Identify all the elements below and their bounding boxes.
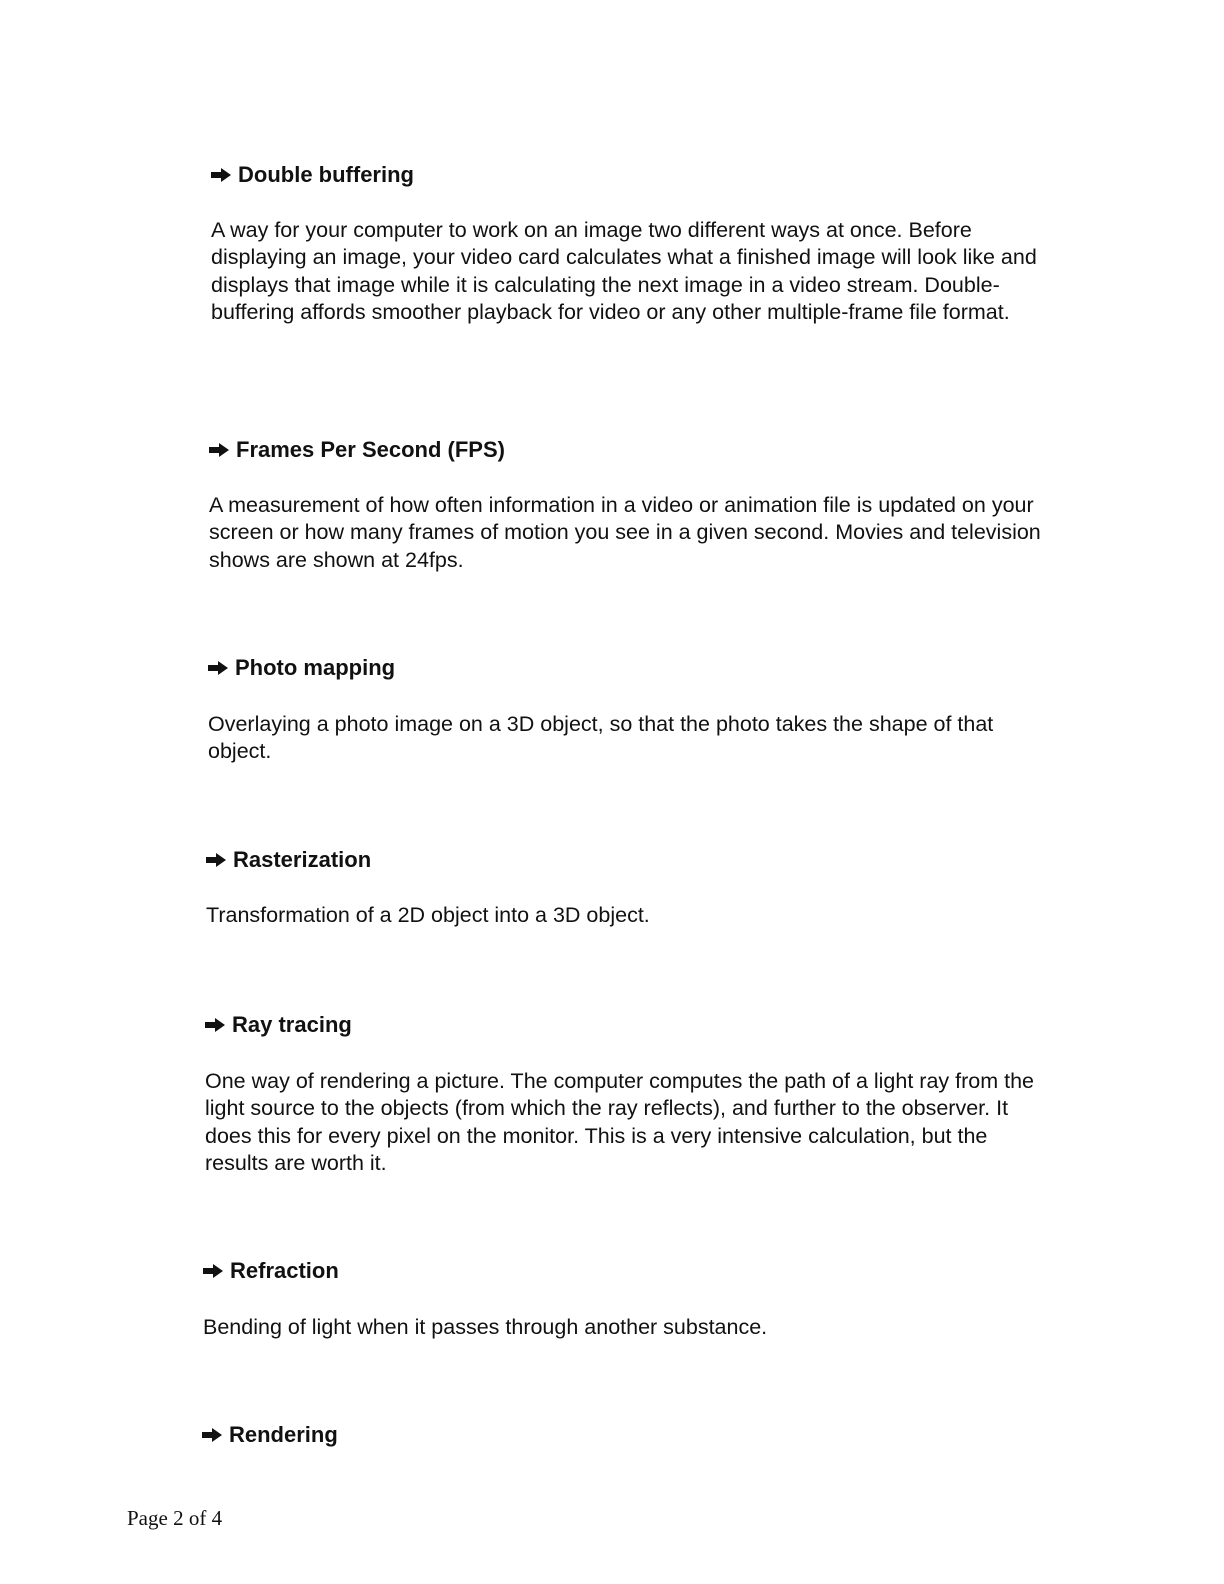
- glossary-term: Ray tracing: [232, 1012, 352, 1037]
- glossary-term-heading: [208, 655, 1068, 681]
- glossary-definition: Bending of light when it passes through another substance.: [203, 1315, 768, 1339]
- glossary-definition: Overlaying a photo image on a 3D object, so that the photo takes the shape of that object.: [208, 712, 994, 764]
- right-arrow-icon: [202, 1428, 222, 1442]
- glossary-entry-photo-mapping: [208, 655, 1068, 764]
- glossary-term: Double buffering: [238, 162, 414, 187]
- right-arrow-icon: [209, 443, 229, 457]
- page-number: Page 2 of 4: [127, 1506, 223, 1530]
- glossary-term: Frames Per Second (FPS): [236, 437, 505, 462]
- glossary-term-heading: [203, 1258, 1063, 1284]
- glossary-entry-rasterization: [206, 847, 1066, 927]
- glossary-term-heading: [211, 162, 1071, 188]
- glossary-term-heading: [209, 437, 1069, 463]
- glossary-definition: A way for your computer to work on an image two different ways at once. Before displaying an image, your video card calculates what a finished image will look like and displays that image while it is calculating the next image in a video stream. Double-buffering affords smoother playback for video or any other multiple-frame file format.: [211, 218, 1037, 324]
- glossary-definition: Transformation of a 2D object into a 3D object.: [206, 903, 650, 927]
- glossary-definition: A measurement of how often information in a video or animation file is updated on your screen or how many frames of motion you see in a given second. Movies and television shows are shown at 24fps.: [209, 493, 1041, 572]
- glossary-term: Rasterization: [233, 847, 372, 872]
- glossary-definition: One way of rendering a picture. The computer computes the path of a light ray from the light source to the objects (from which the ray reflects), and further to the observer. It does this for every pixel on the monitor. This is a very intensive calculation, but the results are worth it.: [205, 1069, 1034, 1175]
- glossary-term-heading: [202, 1422, 1062, 1448]
- glossary-term-heading: [206, 847, 1066, 873]
- right-arrow-icon: [203, 1264, 223, 1278]
- right-arrow-icon: [206, 853, 226, 867]
- right-arrow-icon: [211, 168, 231, 182]
- glossary-entry-rendering: [202, 1422, 1062, 1448]
- right-arrow-icon: [205, 1018, 225, 1032]
- glossary-term: Rendering: [229, 1422, 338, 1447]
- glossary-term-heading: [205, 1012, 1065, 1038]
- right-arrow-icon: [208, 661, 228, 675]
- glossary-entry-ray-tracing: [205, 1012, 1065, 1175]
- glossary-entry-double-buffering: [211, 162, 1071, 324]
- glossary-term: Photo mapping: [235, 655, 396, 680]
- glossary-entry-fps: [209, 437, 1069, 572]
- glossary-entry-refraction: [203, 1258, 1063, 1339]
- glossary-term: Refraction: [230, 1258, 339, 1283]
